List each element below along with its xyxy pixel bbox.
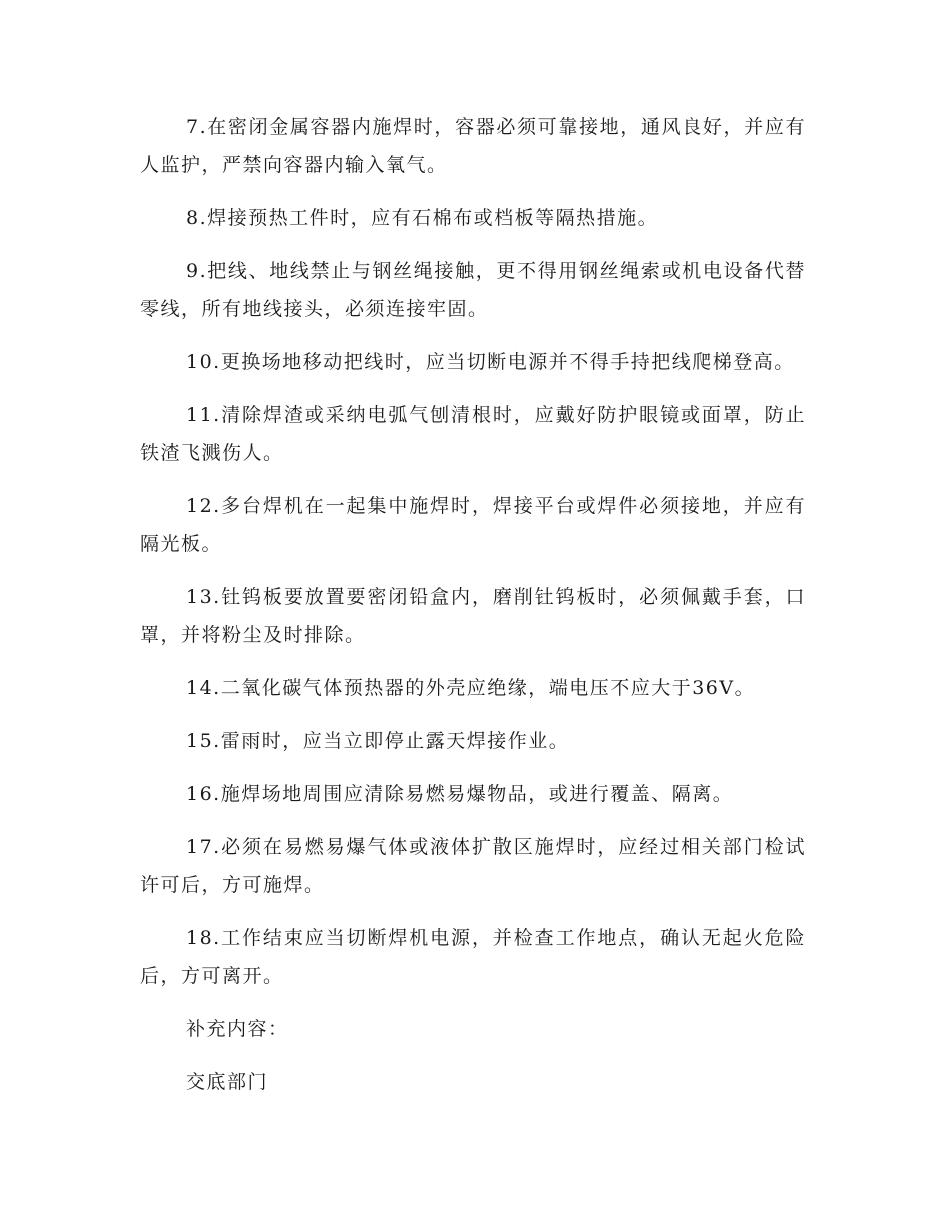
paragraph-item-10: 10.更换场地移动把线时，应当切断电源并不得手持把线爬梯登高。: [186, 351, 795, 373]
paragraph-item-12: 12.多台焊机在一起集中施焊时，焊接平台或焊件必须接地，并应有隔光板。: [140, 495, 806, 555]
paragraph-item-9: 9.把线、地线禁止与钢丝绳接触，更不得用钢丝绳索或机电设备代替零线，所有地线接头，必须连接牢固。: [140, 260, 806, 320]
paragraph-item-13: 13.钍钨板要放置要密闭铅盒内，磨削钍钨板时，必须佩戴手套，口罩，并将粉尘及时排除。: [140, 586, 806, 646]
document-body: [140, 108, 806, 1116]
paragraph-item-7: 7.在密闭金属容器内施焊时，容器必须可靠接地，通风良好，并应有人监护，严禁向容器内输入氧气。: [140, 116, 806, 176]
paragraph-item-17: 17.必须在易燃易爆气体或液体扩散区施焊时，应经过相关部门检试许可后，方可施焊。: [140, 836, 806, 896]
paragraph-item-15: 15.雷雨时，应当立即停止露天焊接作业。: [186, 730, 570, 752]
paragraph-item-16: 16.施焊场地周围应清除易燃易爆物品，或进行覆盖、隔离。: [186, 783, 734, 805]
paragraph-item-8: 8.焊接预热工件时，应有石棉布或档板等隔热措施。: [186, 207, 659, 229]
handover-department-label: 交底部门: [186, 1071, 269, 1093]
paragraph-item-18: 18.工作结束应当切断焊机电源，并检查工作地点，确认无起火危险后，方可离开。: [140, 927, 806, 987]
paragraph-item-11: 11.清除焊渣或采纳电弧气刨清根时，应戴好防护眼镜或面罩，防止铁渣飞溅伤人。: [140, 404, 806, 464]
paragraph-item-14: 14.二氧化碳气体预热器的外壳应绝缘，端电压不应大于36V。: [186, 677, 756, 699]
supplement-label: 补充内容：: [186, 1018, 289, 1040]
